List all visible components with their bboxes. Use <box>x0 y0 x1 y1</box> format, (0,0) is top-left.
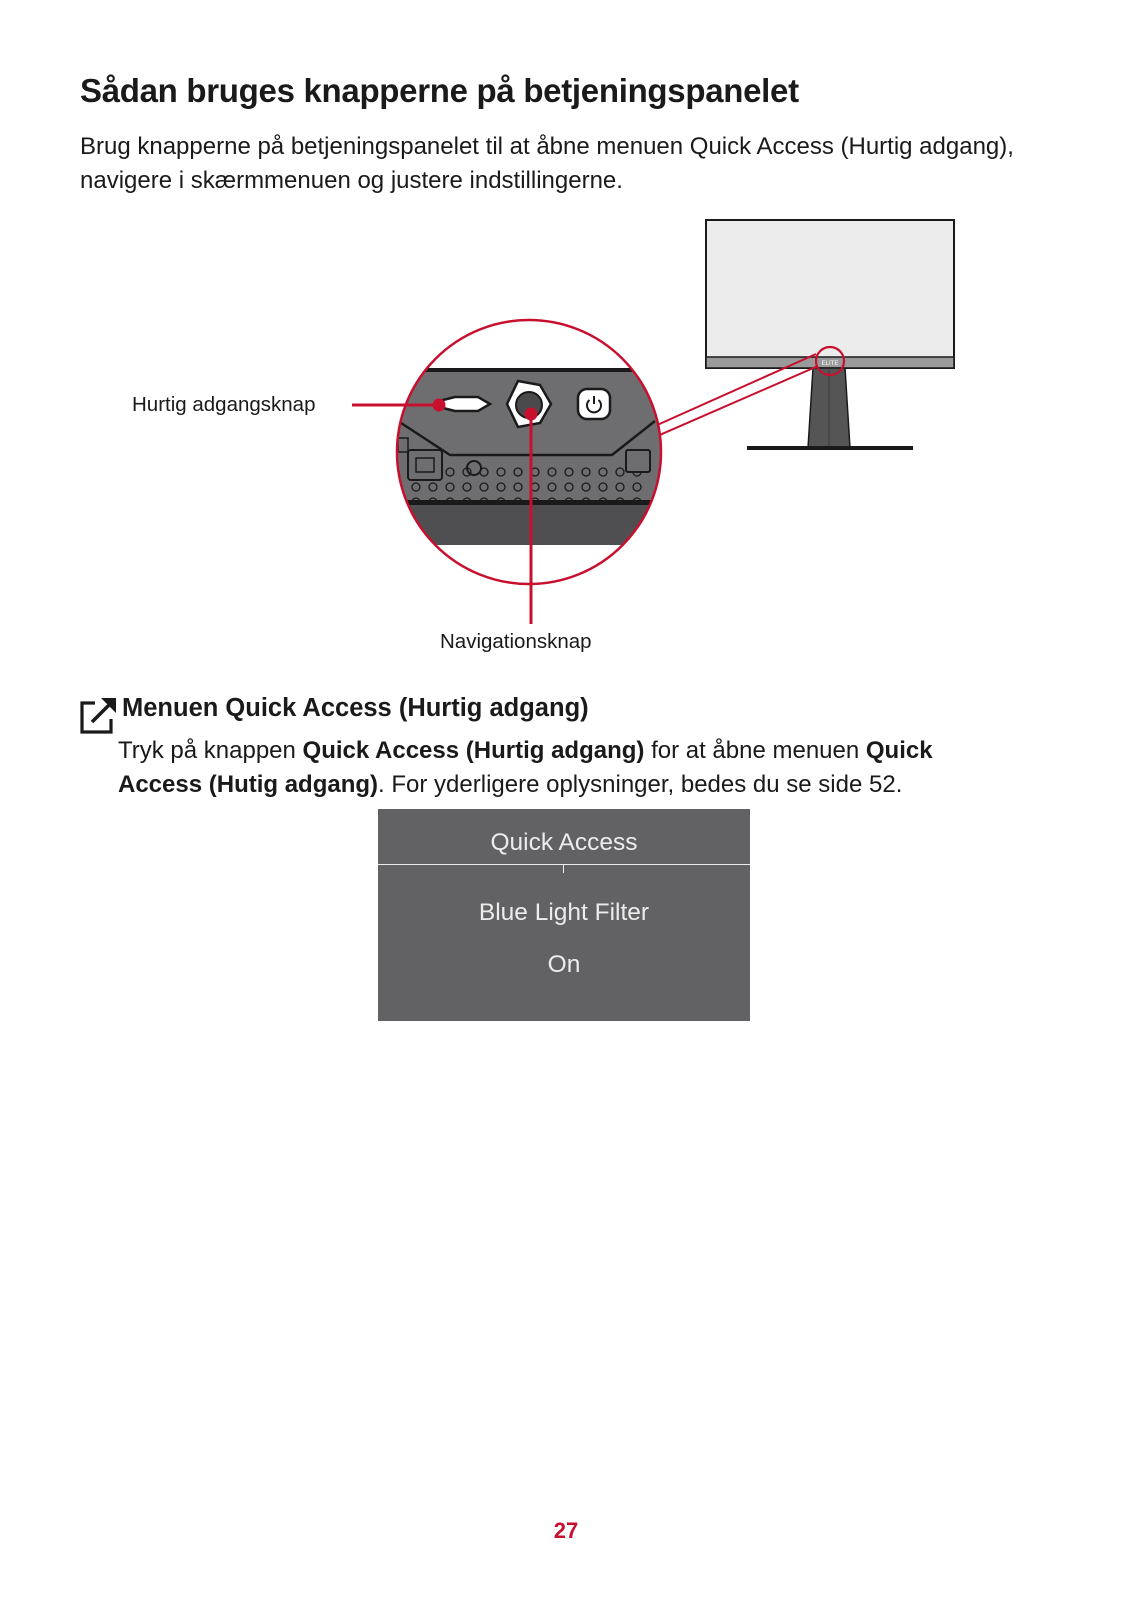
section-text-part: . For yderligere oplysninger, bedes du se side 52. <box>378 771 903 798</box>
quick-access-setting-value: On <box>547 951 581 978</box>
bezel-logo: ELITE <box>821 361 839 367</box>
external-link-icon <box>78 696 118 736</box>
quick-access-button-label: Hurtig adgangsknap <box>132 393 316 416</box>
navigation-button-label: Navigationsknap <box>440 630 592 653</box>
control-panel-illustration <box>0 200 1132 670</box>
monitor-front-view <box>706 220 954 450</box>
section-paragraph <box>118 734 998 802</box>
menu-divider-tick <box>563 865 564 873</box>
intro-paragraph: Brug knapperne på betjeningspanelet til at åbne menuen Quick Access (Hurtig adgang), navigere i skærmmenuen og justere indstillingerne. <box>80 133 1014 194</box>
page-title: Sådan bruges knapperne på betjeningspanelet <box>80 72 799 109</box>
quick-access-setting-name: Blue Light Filter <box>478 899 650 926</box>
quick-access-emphasis: Quick Access (Hurtig adgang) <box>302 737 645 764</box>
section-heading: Menuen Quick Access (Hurtig adgang) <box>122 694 589 722</box>
menu-divider <box>378 864 750 865</box>
quick-access-menu-title: Quick Access <box>490 829 638 856</box>
quick-access-menu-emphasis: Quick Access (Hutig adgang) <box>118 737 933 798</box>
section-text-part: Tryk på knappen <box>118 737 303 764</box>
page-number: 27 <box>553 1518 579 1543</box>
quick-access-button <box>443 397 490 411</box>
quick-access-menu-screenshot <box>378 809 750 1021</box>
section-text-part: for at åbne menuen <box>644 737 866 764</box>
